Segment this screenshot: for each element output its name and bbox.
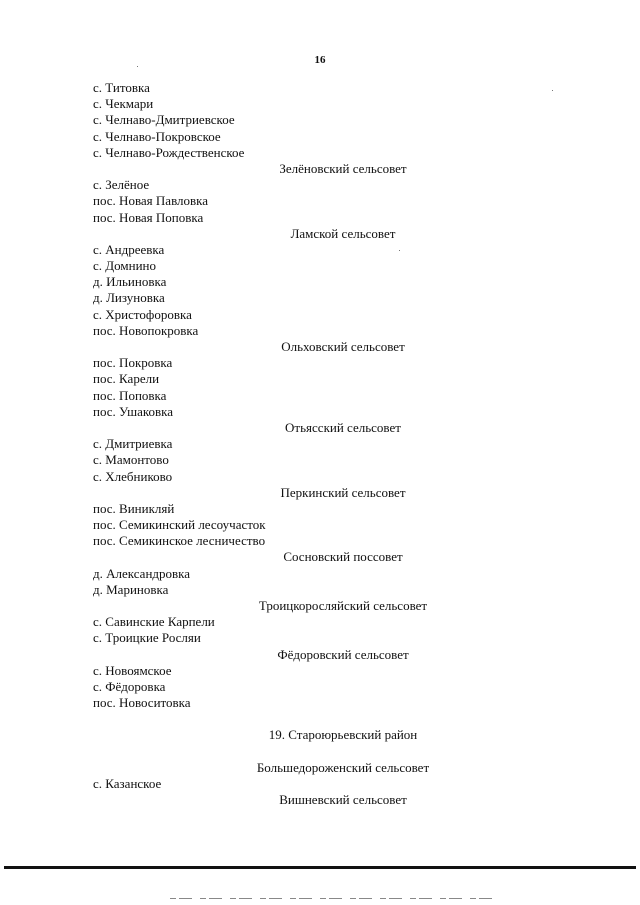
settlement-item: пос. Карели	[93, 371, 160, 387]
council-heading: Зелёновский сельсовет	[279, 160, 407, 176]
settlement-item: пос. Семикинское лесничество	[93, 533, 266, 549]
settlement-item: с. Христофоровка	[93, 306, 192, 322]
settlement-item: пос. Семикинский лесоучасток	[93, 517, 266, 533]
council-heading: Ламской сельсовет	[290, 225, 396, 241]
settlement-item: пос. Новая Поповка	[93, 209, 204, 225]
settlement-item: с. Челнаво-Покровское	[93, 128, 221, 144]
page-number: 16	[314, 54, 326, 66]
settlement-item: с. Титовка	[93, 80, 150, 95]
settlement-item: д. Лизуновка	[93, 290, 165, 306]
settlement-item: с. Новоямское	[93, 662, 172, 678]
settlement-item: д. Ильиновка	[93, 274, 167, 290]
council-heading: Вишневский сельсовет	[279, 791, 407, 807]
settlement-item: пос. Новая Павловка	[93, 193, 209, 209]
settlement-item: с. Андреевка	[93, 241, 165, 257]
settlement-item: д. Мариновка	[93, 581, 169, 597]
settlement-item: с. Челнаво-Дмитриевское	[93, 112, 235, 128]
settlement-item: с. Чекмари	[93, 96, 154, 112]
council-heading: Сосновский поссовет	[283, 549, 403, 565]
council-heading: Фёдоровский сельсовет	[277, 646, 409, 662]
council-heading: Перкинский сельсовет	[280, 484, 406, 500]
settlement-item: пос. Ушаковка	[93, 403, 174, 419]
document-body	[93, 80, 553, 808]
council-heading: Большедороженский сельсовет	[256, 759, 430, 775]
settlement-item: пос. Виникляй	[93, 500, 175, 516]
settlement-item: с. Савинские Карпели	[93, 614, 215, 630]
settlement-item: с. Фёдоровка	[93, 678, 166, 694]
council-heading: Ольховский сельсовет	[281, 339, 405, 354]
settlement-item: с. Зелёное	[93, 177, 150, 193]
scan-noise	[170, 898, 500, 899]
council-heading: Троицкоросляйский сельсовет	[258, 598, 428, 613]
settlement-item: пос. Новоситовка	[93, 695, 191, 711]
settlement-item: пос. Поповка	[93, 387, 167, 403]
scan-speck	[137, 66, 138, 67]
settlement-item: с. Дмитриевка	[93, 436, 173, 452]
scan-speck	[399, 250, 400, 251]
settlement-item: пос. Покровка	[93, 355, 173, 371]
settlement-item: с. Домнино	[93, 258, 156, 274]
settlement-item: пос. Новопокровка	[93, 322, 199, 338]
settlement-item: с. Хлебниково	[93, 468, 173, 484]
settlement-item: с. Казанское	[93, 775, 162, 791]
scan-speck	[552, 90, 553, 91]
settlement-item: с. Челнаво-Рождественское	[93, 144, 245, 160]
council-heading: Отьясский сельсовет	[285, 419, 401, 435]
bottom-rule	[4, 866, 636, 869]
settlement-item: с. Троицкие Росляи	[93, 630, 201, 646]
district-heading: 19. Староюрьевский район	[268, 727, 418, 743]
settlement-item: д. Александровка	[93, 565, 191, 581]
settlement-item: с. Мамонтово	[93, 452, 169, 468]
